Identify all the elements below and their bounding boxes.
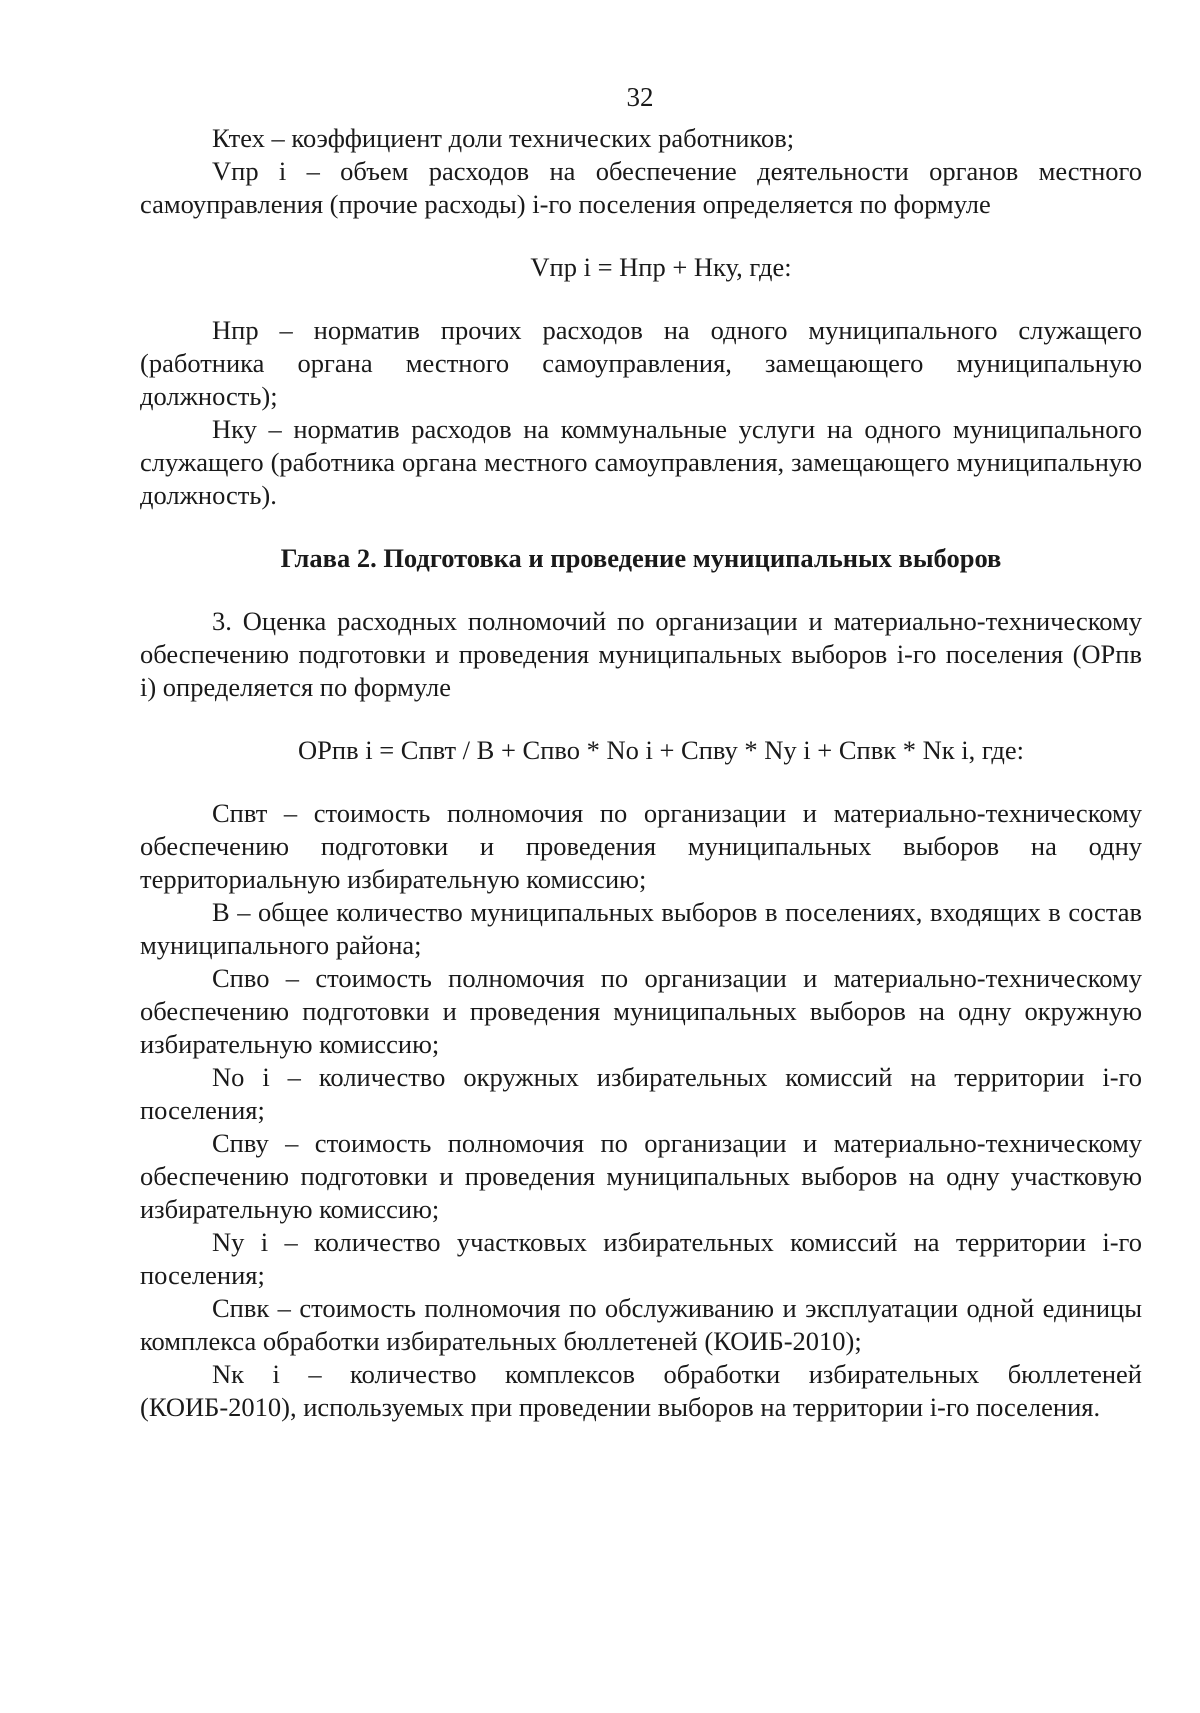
definition-spvu: Спву – стоимость полномочия по организации и материально-техническому обеспечению подготовки и проведения муниципальных выборов на одну участковую избирательную комиссию;: [140, 1128, 1142, 1224]
definition-nk: Nк i – количество комплексов обработки избирательных бюллетеней (КОИБ-2010), используемых при проведении выборов на территории i-го поселения.: [140, 1359, 1142, 1422]
formula-orpv: ОРпв i = Спвт / В + Спво * No i + Спву * Ny i + Спвк * Nк i, где:: [298, 735, 1024, 765]
page-number: 32: [626, 82, 654, 112]
chapter-heading: Глава 2. Подготовка и проведение муниципальных выборов: [280, 543, 1002, 573]
definition-spvk: Спвк – стоимость полномочия по обслуживанию и эксплуатации одной единицы комплекса обработки избирательных бюллетеней (КОИБ-2010);: [140, 1293, 1142, 1356]
definition-spvo: Спво – стоимость полномочия по организации и материально-техническому обеспечению подготовки и проведения муниципальных выборов на одну окружную избирательную комиссию;: [140, 963, 1142, 1059]
definition-spvt: Спвт – стоимость полномочия по организации и материально-техническому обеспечению подготовки и проведения муниципальных выборов на одну территориальную избирательную комиссию;: [140, 798, 1142, 894]
paragraph-npr-definition: Нпр – норматив прочих расходов на одного муниципального служащего (работника органа местного самоуправления, замещающего муниципальную должность);: [140, 315, 1142, 411]
paragraph-nku-definition: Нку – норматив расходов на коммунальные услуги на одного муниципального служащего (работника органа местного самоуправления, замещающего муниципальную должность).: [140, 414, 1142, 510]
document-body: [140, 122, 1142, 1424]
definition-no: No i – количество окружных избирательных комиссий на территории i-го поселения;: [140, 1062, 1142, 1125]
definition-ny: Ny i – количество участковых избирательных комиссий на территории i-го поселения;: [140, 1227, 1142, 1290]
paragraph-section-3: 3. Оценка расходных полномочий по организации и материально-техническому обеспечению подготовки и проведения муниципальных выборов i-го поселения (ОРпв i) определяется по формуле: [140, 606, 1142, 702]
definition-v: В – общее количество муниципальных выборов в поселениях, входящих в состав муниципального района;: [140, 897, 1142, 960]
paragraph-vpr-definition: Vпр i – объем расходов на обеспечение деятельности органов местного самоуправления (прочие расходы) i-го поселения определяется по формуле: [140, 156, 1142, 219]
paragraph-ktex-definition: Ктех – коэффициент доли технических работников;: [212, 123, 795, 153]
formula-vpr: Vпр i = Нпр + Нку, где:: [530, 252, 792, 282]
